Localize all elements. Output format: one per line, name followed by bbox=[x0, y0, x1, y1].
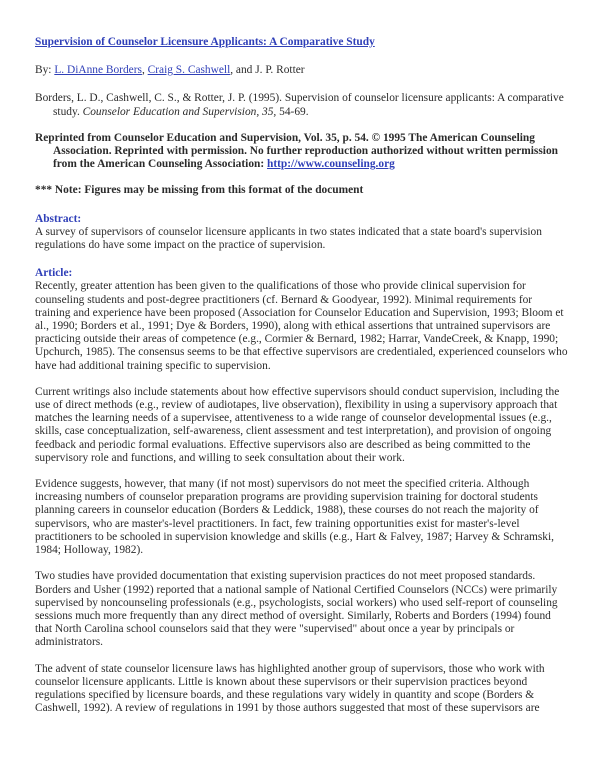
byline-separator: , bbox=[141, 64, 148, 77]
article-paragraph: Two studies have provided documentation that existing supervision practices do not meet proposed standards. Borders and Usher (1992) reported that a national sample of National Certified Counselors (NCCs) were primarily supervised by noncounseling professionals (e.g., psychologists, social workers) who used self-report of counseling sessions much more frequently than any direct method of oversight. Similarly, Roberts and Borders (1994) found that North Carolina school counselors said that they were "supervised" about once a year by principals or administrators. bbox=[35, 570, 558, 649]
citation-pages: 54-69. bbox=[276, 105, 309, 118]
abstract-heading: Abstract: bbox=[35, 212, 82, 225]
byline bbox=[35, 64, 570, 77]
article-paragraph: Current writings also include statements about how effective supervisors should conduct supervision, including the use of direct methods (e.g., review of audiotapes, live observation), flexibility in using a supervisory approach that matches the learning needs of a supervisee, attentiveness to a wide range of counselor developmental issues (e.g., skills, case conceptualization, self-awareness, client assessment and test interpretation), and provision of ongoing feedback and periodic formal evaluations. Effective supervisors also are described as being committed to the supervisory role and functions, and willing to seek consultation about their work. bbox=[35, 385, 560, 464]
article-paragraph: Recently, greater attention has been given to the qualifications of those who provide clinical supervision for counseling students and post-degree practitioners (cf. Bernard & Goodyear, 1992). Minimal requirements for training and experience have been proposed (Association for Counselor Education and Supervision, 1993; Bloom et al., 1990; Borders et al., 1991; Dye & Borders, 1990), along with ethical assertions that untrained supervisors are practicing outside their areas of competence (e.g., Cormier & Bernard, 1982; Harrar, VandeCreek, & Knapp, 1990; Upchurch, 1985). The consensus seems to be that effective supervisors are credentialed, experienced counselors who have had additional training specific to supervision. bbox=[35, 280, 568, 372]
article-heading: Article: bbox=[35, 267, 73, 280]
byline-prefix: By: bbox=[35, 64, 55, 77]
document-page bbox=[35, 36, 570, 715]
citation bbox=[35, 92, 570, 118]
article-paragraph: The advent of state counselor licensure laws has highlighted another group of supervisors, those who work with counselor licensure applicants. Little is known about these supervisors or their supervision practices beyond regulations specified by licensure boards, and these regulations vary widely in quantity and scope (Borders & Cashwell, 1992). A review of regulations in 1991 by those authors suggested that most of these supervisors are bbox=[35, 662, 545, 715]
article-body bbox=[35, 280, 570, 715]
article-paragraph: Evidence suggests, however, that many (if not most) supervisors do not meet the specified criteria. Although increasing numbers of counselor preparation programs are providing supervision training for doctoral students planning careers in counselor education (Borders & Leddick, 1988), these courses do not reach the majority of supervisors, who are master's-level practitioners. In fact, few training opportunities exist for master's-level practitioners to be schooled in supervision knowledge and skills (e.g., Hart & Falvey, 1987; Harvey & Schramski, 1984; Holloway, 1982). bbox=[35, 478, 555, 557]
page-title[interactable]: Supervision of Counselor Licensure Applicants: A Comparative Study bbox=[35, 36, 375, 48]
citation-text: Borders, L. D., Cashwell, C. S., & Rotter, J. P. (1995). Supervision of counselor licensure applicants: A comparative study. bbox=[35, 92, 564, 118]
byline-separator: , and bbox=[230, 64, 256, 77]
author-link-borders[interactable]: L. DiAnne Borders bbox=[54, 64, 142, 77]
author-rotter: J. P. Rotter bbox=[255, 64, 305, 77]
author-link-cashwell[interactable]: Craig S. Cashwell bbox=[147, 64, 231, 77]
reprint-notice bbox=[35, 132, 570, 172]
citation-journal: Counselor Education and Supervision, 35, bbox=[82, 105, 277, 118]
reprint-text: Reprinted from Counselor Education and Supervision, Vol. 35, p. 54. © 1995 The American Counseling Association. Reprinted with permission. No further reproduction authorized without written permission from the American Counseling Association: bbox=[35, 131, 558, 171]
abstract-text: A survey of supervisors of counselor licensure applicants in two states indicated that a state board's supervision regulations do have some impact on the practice of supervision. bbox=[35, 225, 542, 252]
figures-note: *** Note: Figures may be missing from this format of the document bbox=[35, 184, 364, 197]
aca-website-link[interactable]: http://www.counseling.org bbox=[267, 158, 395, 171]
